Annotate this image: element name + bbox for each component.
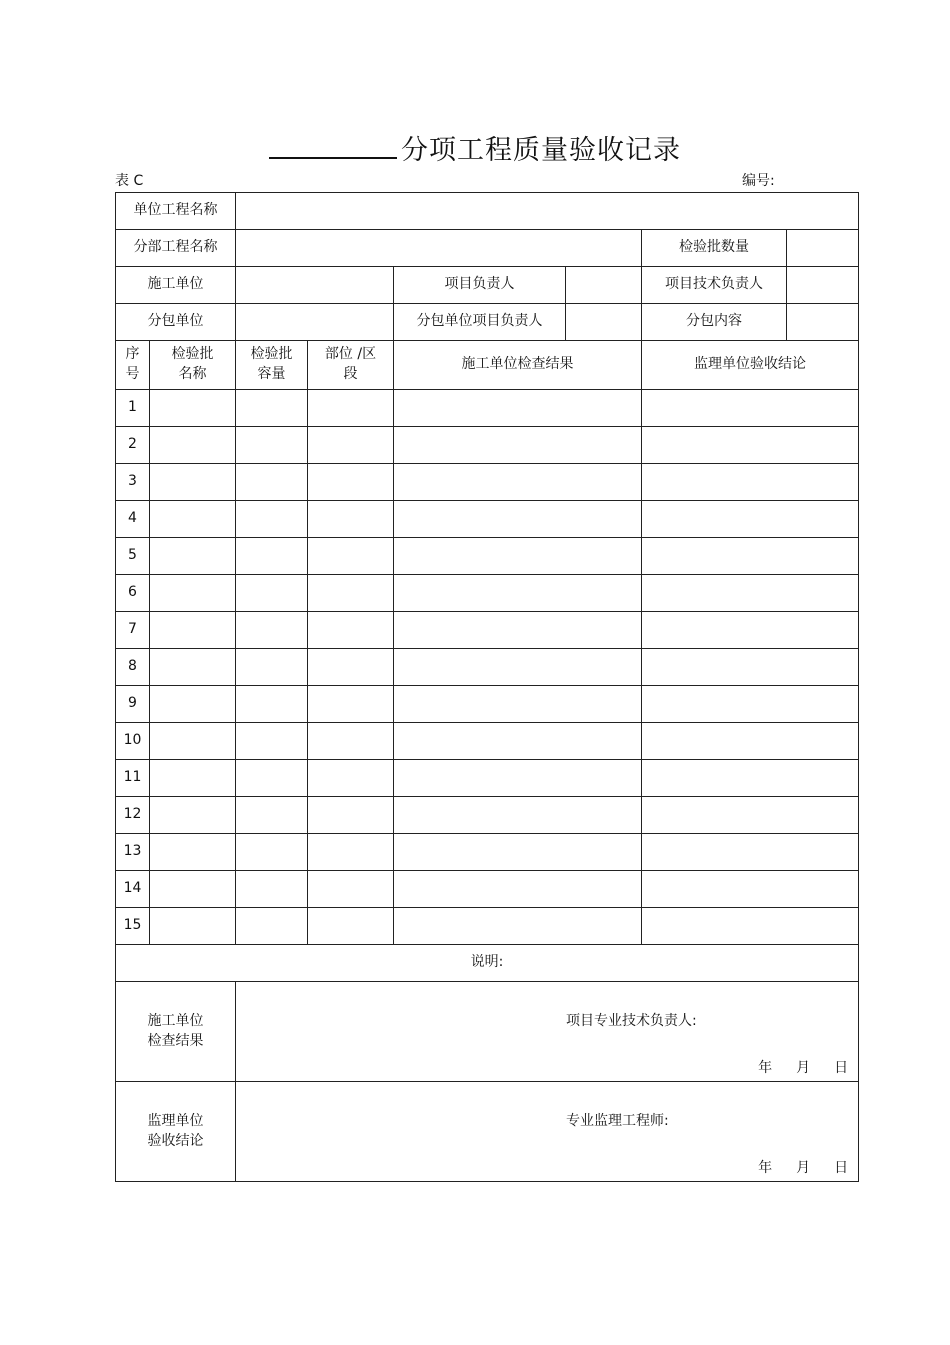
row-location-cell[interactable] <box>308 575 394 612</box>
row-supervision-conclusion-cell[interactable] <box>642 538 859 575</box>
row-supervision-conclusion-cell[interactable] <box>642 908 859 945</box>
title-text: 分项工程质量验收记录 <box>401 135 681 166</box>
row-construction-result-cell[interactable] <box>394 390 642 427</box>
unit-project-name-field[interactable] <box>236 193 859 230</box>
sub-project-name-field[interactable] <box>236 230 642 267</box>
row-batch-capacity-cell[interactable] <box>236 834 308 871</box>
row-batch-name-cell[interactable] <box>150 464 236 501</box>
row-construction-result-cell[interactable] <box>394 464 642 501</box>
row-construction-result-cell[interactable] <box>394 797 642 834</box>
table-row <box>116 649 859 686</box>
row-batch-name-cell[interactable] <box>150 575 236 612</box>
row-batch-capacity-cell[interactable] <box>236 797 308 834</box>
row-location-cell[interactable] <box>308 834 394 871</box>
row-supervision-conclusion-cell[interactable] <box>642 575 859 612</box>
row-batch-capacity-cell[interactable] <box>236 649 308 686</box>
row-supervision-conclusion-cell[interactable] <box>642 501 859 538</box>
col-batch-name: 检验批 名称 <box>150 341 236 390</box>
row-batch-capacity-cell[interactable] <box>236 390 308 427</box>
row-batch-capacity-cell[interactable] <box>236 871 308 908</box>
title-blank-line[interactable] <box>269 132 397 159</box>
row-construction-result-cell[interactable] <box>394 427 642 464</box>
table-row <box>116 797 859 834</box>
data-rows <box>116 390 859 945</box>
row-batch-capacity-cell[interactable] <box>236 464 308 501</box>
row-construction-result-cell[interactable] <box>394 501 642 538</box>
row-batch-name-cell[interactable] <box>150 538 236 575</box>
row-number: 13 <box>116 834 150 871</box>
row-batch-capacity-cell[interactable] <box>236 575 308 612</box>
table-row <box>116 723 859 760</box>
row-batch-capacity-cell[interactable] <box>236 760 308 797</box>
row-location-cell[interactable] <box>308 390 394 427</box>
table-row <box>116 501 859 538</box>
subcontract-content-field[interactable] <box>787 304 859 341</box>
row-supervision-conclusion-cell[interactable] <box>642 649 859 686</box>
row-batch-name-cell[interactable] <box>150 390 236 427</box>
table-row <box>116 390 859 427</box>
col-batch-capacity: 检验批 容量 <box>236 341 308 390</box>
row-supervision-conclusion-cell[interactable] <box>642 612 859 649</box>
batch-count-field[interactable] <box>787 230 859 267</box>
table-row <box>116 834 859 871</box>
table-row <box>116 760 859 797</box>
row-batch-capacity-cell[interactable] <box>236 723 308 760</box>
construction-unit-field[interactable] <box>236 267 394 304</box>
row-construction-result-cell[interactable] <box>394 760 642 797</box>
row-number: 10 <box>116 723 150 760</box>
row-supervision-conclusion-cell[interactable] <box>642 723 859 760</box>
row-supervision-conclusion-cell[interactable] <box>642 760 859 797</box>
row-number: 5 <box>116 538 150 575</box>
subcontract-unit-label: 分包单位 <box>116 304 236 341</box>
row-number: 3 <box>116 464 150 501</box>
row-construction-result-cell[interactable] <box>394 871 642 908</box>
row-supervision-conclusion-cell[interactable] <box>642 871 859 908</box>
unit-project-name-label: 单位工程名称 <box>116 193 236 230</box>
row-supervision-conclusion-cell[interactable] <box>642 686 859 723</box>
row-construction-result-cell[interactable] <box>394 612 642 649</box>
row-batch-name-cell[interactable] <box>150 501 236 538</box>
row-location-cell[interactable] <box>308 464 394 501</box>
row-location-cell[interactable] <box>308 797 394 834</box>
subcontract-project-leader-field[interactable] <box>566 304 642 341</box>
row-batch-name-cell[interactable] <box>150 686 236 723</box>
col-seq: 序 号 <box>116 341 150 390</box>
sub-project-name-label: 分部工程名称 <box>116 230 236 267</box>
row-number: 12 <box>116 797 150 834</box>
row-location-cell[interactable] <box>308 538 394 575</box>
construction-signer-label: 项目专业技术负责人: <box>566 1013 697 1029</box>
col-supervision-conclusion: 监理单位验收结论 <box>642 341 859 390</box>
table-row <box>116 464 859 501</box>
table-row <box>116 427 859 464</box>
row-construction-result-cell[interactable] <box>394 649 642 686</box>
row-number: 1 <box>116 390 150 427</box>
supervision-sign-label: 监理单位 验收结论 <box>116 1082 236 1182</box>
row-batch-capacity-cell[interactable] <box>236 686 308 723</box>
row-number: 8 <box>116 649 150 686</box>
row-number: 14 <box>116 871 150 908</box>
project-leader-field[interactable] <box>566 267 642 304</box>
project-tech-leader-field[interactable] <box>787 267 859 304</box>
note-label[interactable]: 说明: <box>116 945 859 982</box>
subcontract-content-label: 分包内容 <box>642 304 787 341</box>
row-location-cell[interactable] <box>308 649 394 686</box>
row-number: 6 <box>116 575 150 612</box>
row-batch-capacity-cell[interactable] <box>236 538 308 575</box>
row-location-cell[interactable] <box>308 427 394 464</box>
construction-unit-label: 施工单位 <box>116 267 236 304</box>
row-batch-capacity-cell[interactable] <box>236 612 308 649</box>
row-number: 7 <box>116 612 150 649</box>
row-construction-result-cell[interactable] <box>394 723 642 760</box>
row-number: 15 <box>116 908 150 945</box>
row-supervision-conclusion-cell[interactable] <box>642 797 859 834</box>
row-supervision-conclusion-cell[interactable] <box>642 390 859 427</box>
row-batch-name-cell[interactable] <box>150 612 236 649</box>
row-batch-capacity-cell[interactable] <box>236 908 308 945</box>
col-location: 部位 /区 段 <box>308 341 394 390</box>
row-construction-result-cell[interactable] <box>394 538 642 575</box>
row-batch-name-cell[interactable] <box>150 834 236 871</box>
row-location-cell[interactable] <box>308 908 394 945</box>
row-construction-result-cell[interactable] <box>394 575 642 612</box>
row-location-cell[interactable] <box>308 871 394 908</box>
project-leader-label: 项目负责人 <box>394 267 566 304</box>
row-location-cell[interactable] <box>308 612 394 649</box>
row-batch-name-cell[interactable] <box>150 723 236 760</box>
construction-sign-area[interactable] <box>236 982 859 1082</box>
table-row <box>116 612 859 649</box>
supervision-sign-area[interactable] <box>236 1082 859 1182</box>
subcontract-project-leader-label: 分包单位项目负责人 <box>394 304 566 341</box>
table-row <box>116 575 859 612</box>
row-construction-result-cell[interactable] <box>394 834 642 871</box>
col-construction-result: 施工单位检查结果 <box>394 341 642 390</box>
row-batch-name-cell[interactable] <box>150 871 236 908</box>
project-tech-leader-label: 项目技术负责人 <box>642 267 787 304</box>
row-supervision-conclusion-cell[interactable] <box>642 464 859 501</box>
row-construction-result-cell[interactable] <box>394 908 642 945</box>
serial-number-label: 编号: <box>742 173 775 189</box>
row-number: 4 <box>116 501 150 538</box>
supervision-sign-date: 年 月 日 <box>758 1160 849 1177</box>
row-batch-name-cell[interactable] <box>150 797 236 834</box>
construction-sign-date: 年 月 日 <box>758 1060 849 1077</box>
row-batch-name-cell[interactable] <box>150 760 236 797</box>
page-title <box>0 128 950 167</box>
table-row <box>116 871 859 908</box>
table-row <box>116 686 859 723</box>
inspection-record-table <box>115 192 859 1182</box>
row-construction-result-cell[interactable] <box>394 686 642 723</box>
batch-count-label: 检验批数量 <box>642 230 787 267</box>
row-batch-name-cell[interactable] <box>150 908 236 945</box>
construction-sign-label: 施工单位 检查结果 <box>116 982 236 1082</box>
supervision-signer-label: 专业监理工程师: <box>566 1113 669 1129</box>
table-row <box>116 908 859 945</box>
row-location-cell[interactable] <box>308 501 394 538</box>
row-batch-capacity-cell[interactable] <box>236 501 308 538</box>
row-batch-name-cell[interactable] <box>150 427 236 464</box>
subcontract-unit-field[interactable] <box>236 304 394 341</box>
row-location-cell[interactable] <box>308 686 394 723</box>
row-location-cell[interactable] <box>308 760 394 797</box>
row-location-cell[interactable] <box>308 723 394 760</box>
row-batch-name-cell[interactable] <box>150 649 236 686</box>
row-number: 2 <box>116 427 150 464</box>
row-batch-capacity-cell[interactable] <box>236 427 308 464</box>
row-number: 11 <box>116 760 150 797</box>
table-row <box>116 538 859 575</box>
row-number: 9 <box>116 686 150 723</box>
row-supervision-conclusion-cell[interactable] <box>642 834 859 871</box>
row-supervision-conclusion-cell[interactable] <box>642 427 859 464</box>
table-code: 表 C <box>115 173 144 189</box>
